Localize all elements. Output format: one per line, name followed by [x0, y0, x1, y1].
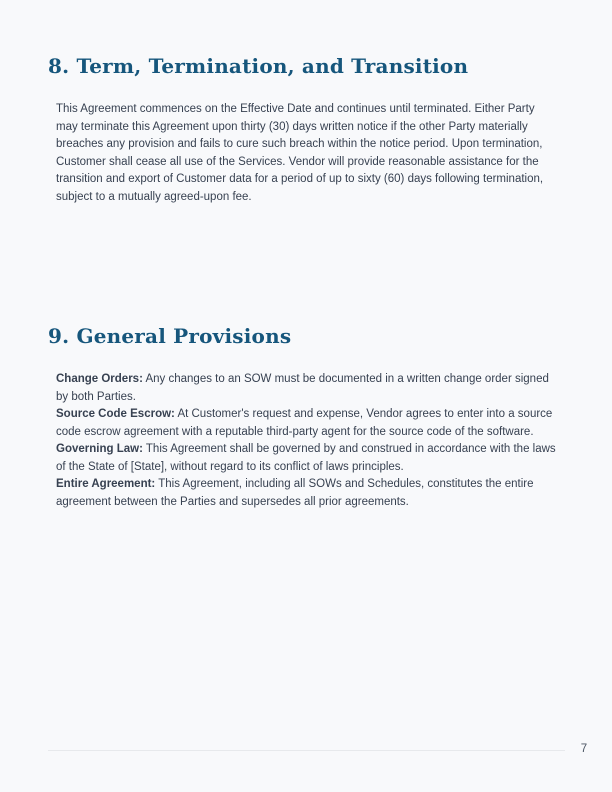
provision-label: Entire Agreement:: [56, 478, 156, 490]
provision-text: At Customer's request and expense, Vendor agrees to enter into a source code escrow agreement with a reputable third-party agent for the source code of the software.: [56, 408, 553, 438]
footer-divider: [48, 750, 565, 751]
provision-label: Change Orders:: [56, 373, 143, 385]
provision-label: Governing Law:: [56, 443, 143, 455]
provision-text: This Agreement shall be governed by and construed in accordance with the laws of the State of [State], without regard to its conflict of laws principles.: [56, 443, 556, 473]
page-number: 7: [580, 743, 588, 755]
provision-source-code-escrow: [56, 406, 558, 441]
provision-governing-law: [56, 441, 558, 476]
provision-text: Any changes to an SOW must be documented in a written change order signed by both Parties.: [56, 373, 549, 403]
section-paragraph-term: This Agreement commences on the Effective Date and continues until terminated. Either Party may terminate this Agreement upon thirty (30) days written notice if the other Party materially breaches any provision and fails to cure such breach within the notice period. Upon termination, Customer shall cease all use of the Services. Vendor will provide reasonable assistance for the transition and export of Customer data for a period of up to sixty (60) days following termination, subject to a mutually agreed-upon fee.: [56, 103, 544, 203]
section-heading-term-termination-transition: 8. Term, Termination, and Transition: [48, 54, 469, 78]
provision-entire-agreement: [56, 476, 558, 511]
general-provisions-list: [56, 371, 558, 511]
provision-change-orders: [56, 371, 558, 406]
provision-text: This Agreement, including all SOWs and Schedules, constitutes the entire agreement between the Parties and supersedes all prior agreements.: [56, 478, 534, 508]
section-heading-general-provisions: 9. General Provisions: [48, 324, 292, 348]
provision-label: Source Code Escrow:: [56, 408, 175, 420]
